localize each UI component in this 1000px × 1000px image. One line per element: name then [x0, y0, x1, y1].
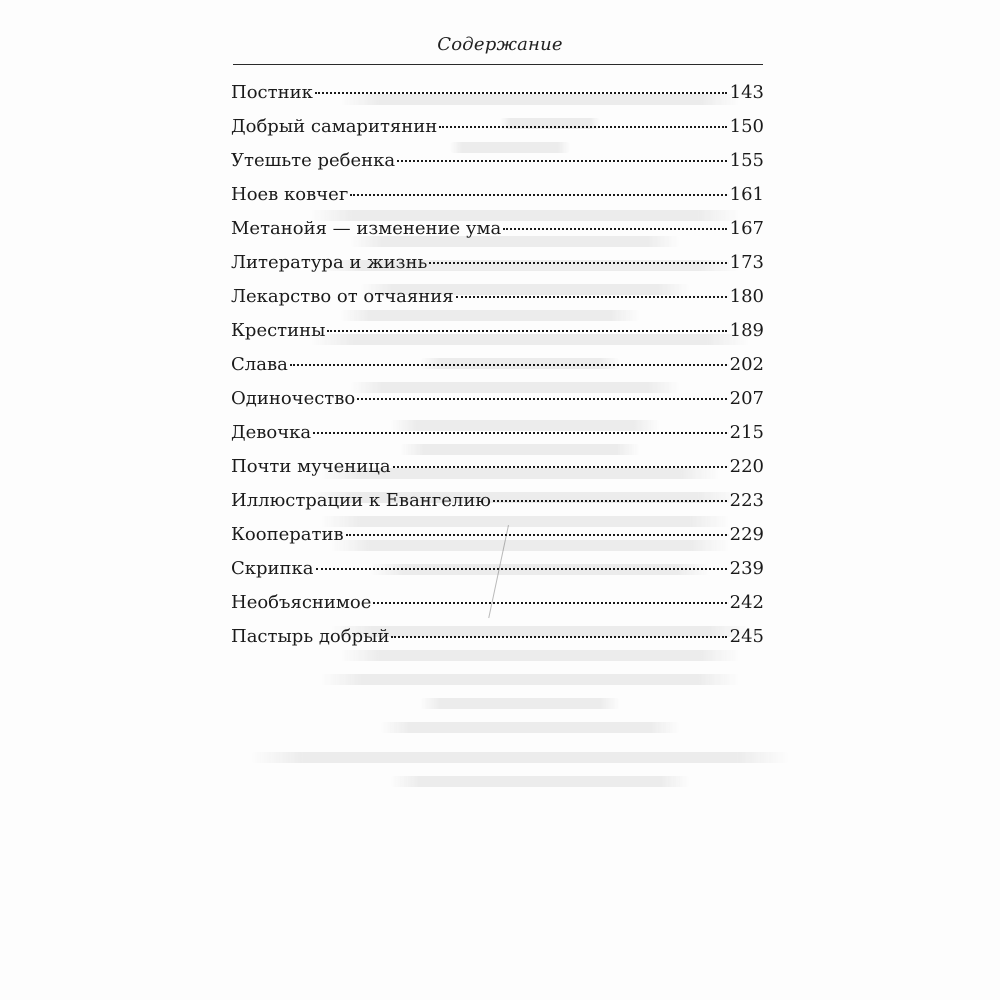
- dot-leader: [397, 160, 727, 162]
- dot-leader: [350, 194, 726, 196]
- dot-leader: [439, 126, 726, 128]
- dot-leader: [393, 466, 727, 468]
- toc-entry-page-number: 239: [729, 558, 764, 579]
- dot-leader: [373, 602, 726, 604]
- dot-leader: [429, 262, 726, 264]
- toc-entry-title: Пастырь добрый: [231, 626, 390, 647]
- toc-entry-title: Лекарство от отчаяния: [231, 286, 454, 307]
- toc-entry: [231, 218, 764, 252]
- toc-entry-page-number: 189: [729, 320, 764, 341]
- dot-leader: [357, 398, 726, 400]
- toc-entry-page-number: 161: [729, 184, 764, 205]
- toc-entry-page-number: 173: [729, 252, 764, 273]
- toc-entry-page-number: 150: [729, 116, 764, 137]
- toc-entry-title: Метанойя — изменение ума: [231, 218, 502, 239]
- dot-leader: [313, 432, 727, 434]
- toc-entry-page-number: 202: [729, 354, 764, 375]
- toc-entry-title: Слава: [231, 354, 288, 375]
- running-head: Содержание: [437, 34, 563, 55]
- toc-entry-title: Одиночество: [231, 388, 356, 409]
- toc-entry-title: Необъяснимое: [231, 592, 372, 613]
- toc-entry-page-number: 220: [729, 456, 764, 477]
- toc-entry-page-number: 242: [729, 592, 764, 613]
- dot-leader: [503, 228, 726, 230]
- toc-entry: [231, 320, 764, 354]
- toc-entry-title: Постник: [231, 82, 313, 103]
- dot-leader: [290, 364, 727, 366]
- toc-entry: [231, 524, 764, 558]
- toc-entry: [231, 354, 764, 388]
- toc-entry-title: Девочка: [231, 422, 312, 443]
- toc-entry-title: Литература и жизнь: [231, 252, 428, 273]
- toc-entry: [231, 422, 764, 456]
- dot-leader: [346, 534, 727, 536]
- dot-leader: [493, 500, 727, 502]
- dot-leader: [327, 330, 726, 332]
- toc-entry-page-number: 223: [729, 490, 764, 511]
- toc-entry: [231, 82, 764, 116]
- toc-entry-page-number: 167: [729, 218, 764, 239]
- toc-entry: [231, 150, 764, 184]
- toc-entry-page-number: 229: [729, 524, 764, 545]
- toc-entry: [231, 456, 764, 490]
- toc-entry-title: Добрый самаритянин: [231, 116, 438, 137]
- dot-leader: [456, 296, 727, 298]
- toc-entry: [231, 626, 764, 660]
- toc-entry: [231, 592, 764, 626]
- toc-entry-title: Почти мученица: [231, 456, 391, 477]
- toc-entry-page-number: 207: [729, 388, 764, 409]
- header-rule: [233, 64, 763, 65]
- toc-entry: [231, 286, 764, 320]
- dot-leader: [315, 92, 727, 94]
- dot-leader: [391, 636, 726, 638]
- toc-entry-title: Кооператив: [231, 524, 344, 545]
- toc-entry: [231, 490, 764, 524]
- toc-entry-page-number: 180: [729, 286, 764, 307]
- toc-entry-page-number: 143: [729, 82, 764, 103]
- toc-entry-page-number: 155: [729, 150, 764, 171]
- toc-entry-page-number: 245: [729, 626, 764, 647]
- toc-entry-title: Крестины: [231, 320, 326, 341]
- dot-leader: [316, 568, 727, 570]
- toc-entry: [231, 184, 764, 218]
- toc-entry-title: Скрипка: [231, 558, 314, 579]
- toc-entry: [231, 116, 764, 150]
- toc-entry-title: Утешьте ребенка: [231, 150, 396, 171]
- toc-entry: [231, 388, 764, 422]
- toc-entry-page-number: 215: [729, 422, 764, 443]
- toc-entry-title: Иллюстрации к Евангелию: [231, 490, 491, 511]
- toc-entry: [231, 252, 764, 286]
- toc-entry-title: Ноев ковчег: [231, 184, 349, 205]
